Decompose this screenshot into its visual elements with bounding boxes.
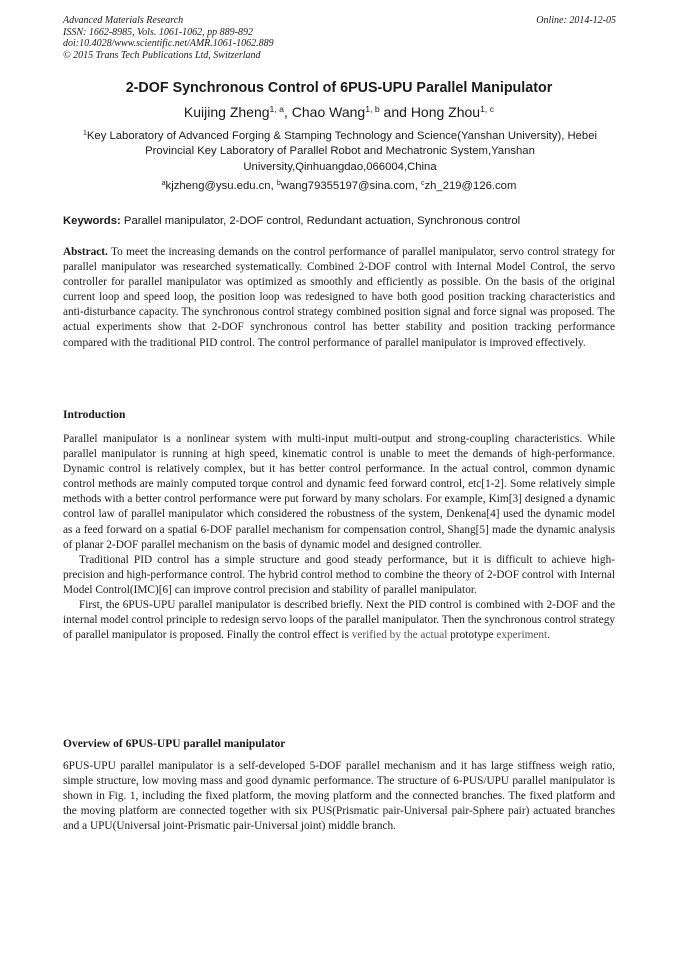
affiliation-mark: 1 <box>82 130 87 138</box>
email-mark: b <box>276 180 281 188</box>
affiliation <box>64 129 616 175</box>
paragraph: Traditional PID control has a simple structure and good steady performance, but it is difficult to achieve high-precision and high-performance control. The hybrid control method to combine the theory of 2-DOF control with Internal Model Control(IMC)[6] can improve control precision and stability of parallel manipulator. <box>63 553 615 596</box>
issn-line: ISSN: 1662-8985, Vols. 1061-1062, pp 889-892 <box>63 26 253 38</box>
author-emails <box>0 180 678 192</box>
author-separator: and <box>379 104 411 120</box>
email-link[interactable]: zh_219@126.com <box>424 180 517 192</box>
overview-body <box>63 759 615 834</box>
introduction-body <box>63 432 615 643</box>
paper-title: 2-DOF Synchronous Control of 6PUS-UPU Parallel Manipulator <box>125 80 553 96</box>
paragraph-text: experiment <box>496 629 548 642</box>
paragraph-text: First, the 6PUS-UPU parallel manipulator is described briefly. Next the PID control is combined with 2-DOF and the internal model control principle to redesign servo loops of the parallel manipulator. Then the synchronous control strategy of parallel manipulator is proposed. Finally the control effect is <box>63 599 615 642</box>
email-link[interactable]: wang79355197@sina.com, <box>280 180 421 192</box>
author-list <box>0 104 678 120</box>
paragraph: 6PUS-UPU parallel manipulator is a self-developed 5-DOF parallel mechanism and it has large stiffness weigh ratio, simple structure, low moving mass and good dynamic performance. The structure of 6-PUS/UPU parallel manipulator is shown in Fig. 1, including the fixed platform, the moving platform and the connected branches. The fixed platform and the moving platform are connected together with six PUS(Prismatic pair-Universal pair-Sphere pair) actuated branches and a UPU(Universal joint-Prismatic pair-Universal joint) middle branch. <box>63 760 615 833</box>
doi-line: doi:10.4028/www.scientific.net/AMR.1061-1062.889 <box>63 38 274 49</box>
online-date: Online: 2014-12-05 <box>536 15 616 26</box>
abstract <box>63 245 615 351</box>
keywords-text: Parallel manipulator, 2-DOF control, Redundant actuation, Synchronous control <box>120 215 521 227</box>
journal-name: Advanced Materials Research <box>63 15 184 26</box>
overview-heading: Overview of 6PUS-UPU parallel manipulator <box>63 738 286 750</box>
keywords <box>63 215 623 227</box>
introduction-heading: Introduction <box>63 409 126 421</box>
affiliation-text: Key Laboratory of Advanced Forging & Stamping Technology and Science(Yanshan University), Hebei Provincial Key Laboratory of Parallel Robot and Mechatronic System,Yanshan University,Qinhuangdao,066004,China <box>86 130 598 173</box>
copyright-line: © 2015 Trans Tech Publications Ltd, Switzerland <box>63 49 261 61</box>
author-name: Kuijing Zheng <box>183 104 270 120</box>
paragraph-text: prototype <box>447 629 497 642</box>
paragraph <box>63 598 615 643</box>
keywords-label: Keywords: <box>63 215 121 227</box>
abstract-label: Abstract. <box>63 246 108 258</box>
abstract-text: To meet the increasing demands on the control performance of parallel manipulator, servo control strategy for parallel manipulator was researched systematically. Combined 2-DOF control with Internal Model Control, the servo controller for parallel manipulator was optimized as smoothly and efficiently as possible. On the basis of the original current loop and speed loop, the position loop was redesigned to have both good position tracking characteristics and anti-disturbance capacity. The synchronous control strategy combined position signal and force signal was proposed. The actual experiments show that 2-DOF synchronous control has better stability and position tracking performance compared with the traditional PID control. The control performance of parallel manipulator is improved effectively. <box>63 246 615 349</box>
email-mark: c <box>421 180 425 188</box>
author-affiliation-mark: 1, a <box>269 104 284 115</box>
author-affiliation-mark: 1, c <box>480 104 495 115</box>
paragraph-text: verified by the actual <box>351 629 448 642</box>
author-affiliation-mark: 1, b <box>365 104 380 115</box>
email-link[interactable]: kjzheng@ysu.edu.cn, <box>165 180 277 192</box>
author-separator: , <box>284 104 292 120</box>
journal-header <box>63 15 274 61</box>
author-name: Hong Zhou <box>410 104 481 120</box>
email-mark: a <box>161 180 166 188</box>
author-name: Chao Wang <box>291 104 366 120</box>
paragraph: Parallel manipulator is a nonlinear system with multi-input multi-output and strong-coupling characteristics. While parallel manipulator is running at high speed, kinematic control is unable to meet the demands of high-performance. Dynamic control is relatively complex, but it has better control performance. In the actual control, common dynamic control methods are mainly computed torque control and dynamic feed forward control, etc[1-2]. Some relatively simple methods with a better control performance were put forward by many scholars. For example, Kim[3] designed a dynamic control law of parallel manipulator which considered the robustness of the system, Denkena[4] used the dynamic model as a feed forward on a spatial 6-DOF parallel mechanism for compensation control, Shang[5] made the dynamic analysis of planar 2-DOF parallel mechanism on the basis of dynamic model and designed controller. <box>63 433 615 551</box>
paragraph-text: . <box>547 629 551 642</box>
